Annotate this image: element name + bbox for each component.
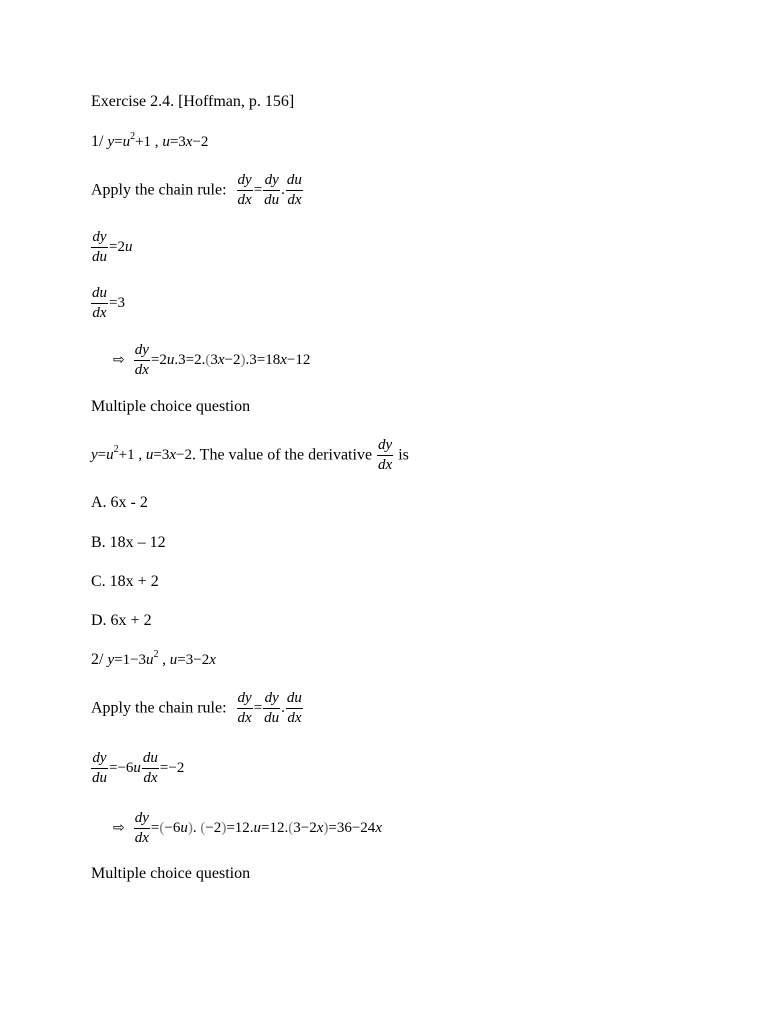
problem-2-statement (91, 651, 216, 669)
mc-heading-1: Multiple choice question (91, 398, 251, 415)
dy-du-fraction: $\frac{dy}{du}$ (92, 229, 107, 265)
mc-question-equation: $y=u^2+1$ , u=3x−2 (91, 444, 192, 463)
chain-rule-label: Apply the chain rule: (91, 699, 227, 717)
option-c: C. 18x + 2 (91, 573, 159, 590)
du-dx-fraction: $\frac{du}{dx}$ (92, 285, 107, 321)
option-d: D. 6x + 2 (91, 612, 152, 629)
mc-heading-2: Multiple choice question (91, 865, 251, 882)
problem-1-statement (91, 133, 208, 151)
implies-arrow-icon: ⇨ (113, 352, 125, 369)
dy-du-fraction: $\frac{dy}{du}$ (264, 172, 280, 208)
dy-dx-fraction: $\frac{dy}{dx}$ (134, 810, 149, 846)
dy-dx-fraction: $\frac{dy}{dx}$ (134, 342, 149, 378)
dy-dx-fraction: $\frac{dy}{dx}$ (237, 172, 252, 208)
chain-rule-label: Apply the chain rule: (91, 181, 227, 199)
du-dx-fraction: $\frac{du}{dx}$ (286, 690, 302, 726)
problem-2-label: 2/ (91, 651, 104, 668)
implies-arrow-icon: ⇨ (113, 820, 125, 837)
du-dx-fraction: $\frac{du}{dx}$ (286, 172, 302, 208)
option-a: A. 6x - 2 (91, 494, 148, 511)
problem-2-derivatives: $\frac{dy}{du}$ =−6u $\frac{du}{dx}$ =−2 (92, 750, 185, 786)
option-b: B. 18x – 12 (91, 534, 166, 551)
exercise-heading: Exercise 2.4. [Hoffman, p. 156] (91, 93, 295, 110)
problem-1-equation: $y=u^2+1$ , u=3x−2 (107, 131, 209, 150)
problem-2-result: ⇨ $\frac{dy}{dx}$ =(−6u). (−2)=12.u=12.(3−2x)=36−24x (113, 810, 382, 846)
problem-1-du-dx: $\frac{du}{dx}$ =3 (92, 285, 125, 321)
problem-2-chain-rule: Apply the chain rule: $\frac{dy}{dx}$ = $\frac{dy}{du}$ . $\frac{du}{dx}$ (91, 690, 302, 726)
problem-1-dy-du: $\frac{dy}{du}$ =2u (92, 229, 133, 265)
du-dx-fraction: $\frac{du}{dx}$ (142, 750, 158, 786)
problem-2-equation: $y=1-3u^2$ , u=3−2x (107, 649, 216, 668)
problem-1-result: ⇨ $\frac{dy}{dx}$ =2u.3=2.(3x−2).3=18x−12 (113, 342, 311, 378)
dy-dx-fraction: $\frac{dy}{dx}$ (237, 690, 252, 726)
dy-du-fraction: $\frac{dy}{du}$ (92, 750, 107, 786)
problem-1-label: 1/ (91, 133, 104, 150)
mc-question-1: $y=u^2+1$ , u=3x−2. The value of the derivative $\frac{dy}{dx}$ is (91, 437, 409, 473)
problem-1-chain-rule: Apply the chain rule: $\frac{dy}{dx}$ = $\frac{dy}{du}$ . $\frac{du}{dx}$ (91, 172, 302, 208)
dy-dx-fraction: $\frac{dy}{dx}$ (378, 437, 393, 473)
dy-du-fraction: $\frac{dy}{du}$ (264, 690, 280, 726)
